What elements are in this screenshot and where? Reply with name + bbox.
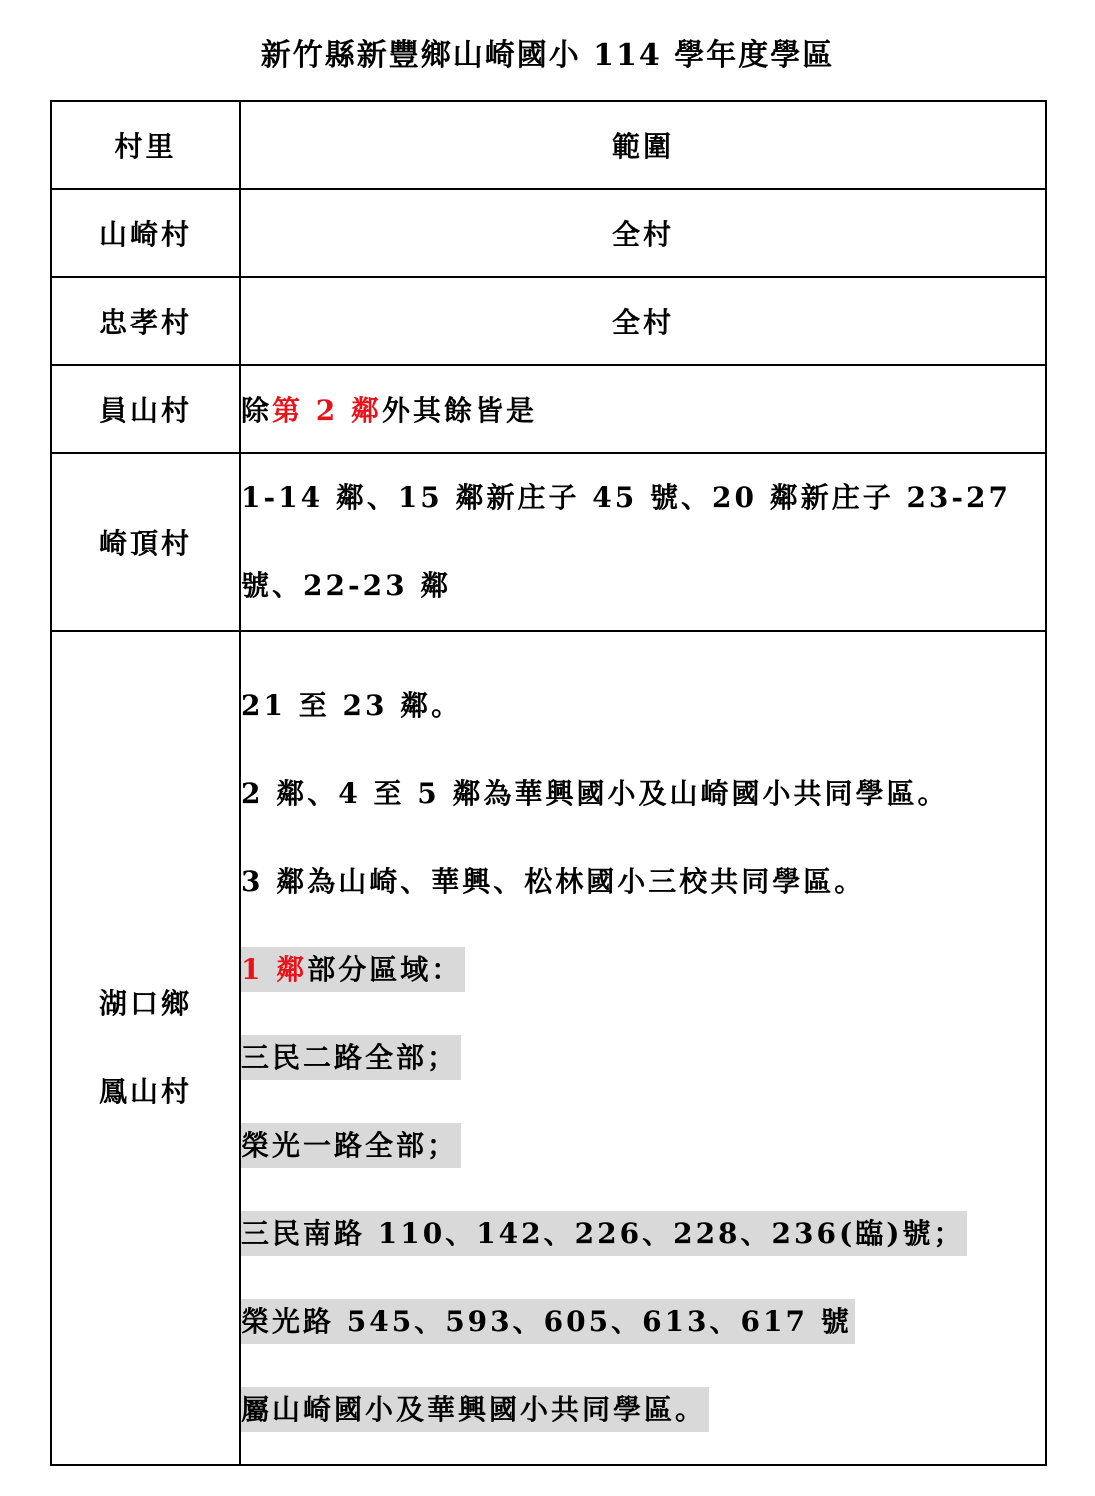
shaded-text: [241, 947, 465, 992]
village-cell: 員山村: [51, 365, 240, 453]
shaded-line: [241, 1366, 1045, 1454]
range-cell: [240, 365, 1046, 453]
table-row: [51, 277, 1046, 365]
document-title: 新竹縣新豐鄉山崎國小 114 學年度學區: [260, 38, 835, 73]
village-line: 湖口鄉: [98, 987, 192, 1020]
shaded-text: 屬山崎國小及華興國小共同學區。: [241, 1387, 709, 1432]
range-block: [241, 632, 1045, 1464]
shaded-text: 三民南路 110、142、226、228、236(臨)號；: [241, 1211, 967, 1256]
range-red-text: 1 鄰: [241, 953, 308, 986]
range-cell: [240, 453, 1046, 631]
range-line: 號、22-23 鄰: [241, 569, 452, 602]
range-line: 3 鄰為山崎、華興、松林國小三校共同學區。: [241, 865, 866, 898]
range-cell: 全村: [240, 277, 1046, 365]
range-line: 1-14 鄰、15 鄰新庄子 45 號、20 鄰新庄子 23-27: [241, 481, 1012, 514]
range-cell: 全村: [240, 189, 1046, 277]
range-line: 2 鄰、4 至 5 鄰為華興國小及山崎國小共同學區。: [241, 777, 949, 810]
table-header-row: [51, 101, 1046, 189]
table-row: [51, 365, 1046, 453]
range-suffix: 外其餘皆是: [382, 394, 538, 427]
table-row: [51, 631, 1046, 1465]
village-line: 鳳山村: [98, 1075, 192, 1108]
shaded-line: [241, 1278, 1045, 1366]
village-cell: 山崎村: [51, 189, 240, 277]
shaded-text: 榮光路 545、593、605、613、617 號: [241, 1299, 855, 1344]
partial-area-line: [241, 926, 1045, 1014]
table-row: [51, 189, 1046, 277]
village-cell: 忠孝村: [51, 277, 240, 365]
shaded-text: 榮光一路全部；: [241, 1123, 461, 1168]
range-line: 21 至 23 鄰。: [241, 689, 463, 722]
table-row: [51, 453, 1046, 631]
range-cell: [240, 631, 1046, 1465]
partial-rest-text: 部分區域：: [307, 953, 463, 986]
shaded-text: 三民二路全部；: [241, 1035, 461, 1080]
shaded-line: [241, 1014, 1045, 1102]
range-red-text: 第 2 鄰: [272, 394, 382, 427]
shaded-line: [241, 1190, 1045, 1278]
shaded-line: [241, 1102, 1045, 1190]
village-cell: [51, 631, 240, 1465]
range-prefix: 除: [241, 394, 273, 427]
header-village: 村里: [51, 101, 240, 189]
header-range: 範圍: [240, 101, 1046, 189]
school-district-table: [50, 100, 1047, 1466]
village-cell: 崎頂村: [51, 453, 240, 631]
